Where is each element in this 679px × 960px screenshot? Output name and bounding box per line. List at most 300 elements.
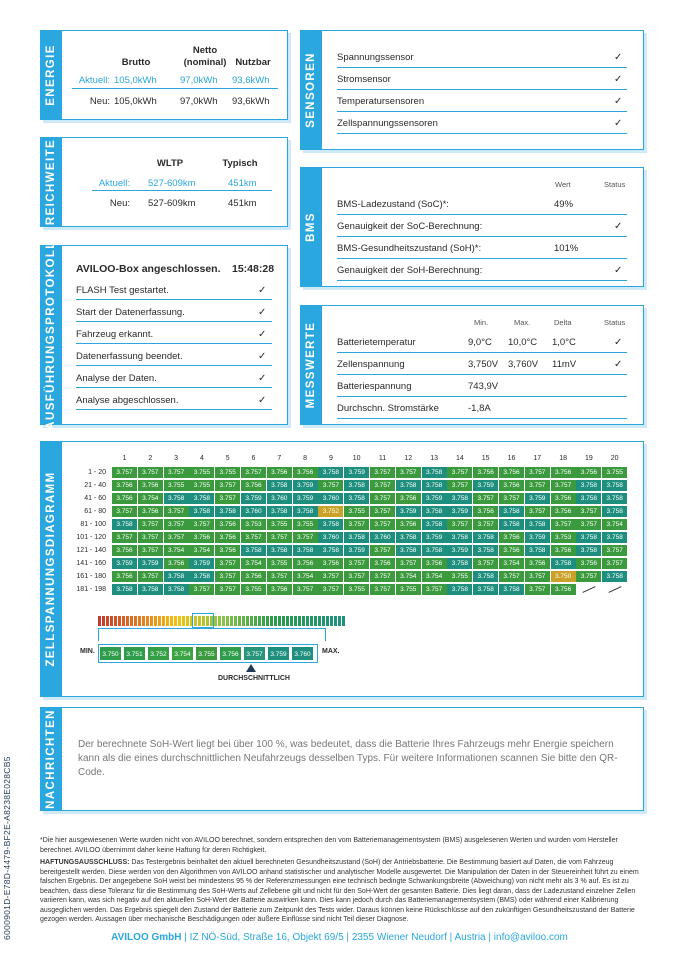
cell-voltage: 3.759: [473, 480, 498, 491]
cell-voltage: 3.756: [551, 545, 576, 556]
nachrichten-panel: [40, 707, 644, 811]
messwert-label: Zellenspannung: [337, 359, 405, 370]
cell-voltage: 3.756: [241, 571, 266, 582]
cell-voltage: 3.757: [344, 519, 369, 530]
bms-tab: [300, 168, 322, 286]
cell-voltage: 3.758: [164, 571, 189, 582]
cell-voltage: 3.758: [241, 545, 266, 556]
cell-voltage: 3.756: [112, 493, 137, 504]
messwert-delta: 1,0°C: [552, 337, 576, 348]
footer-sep: |: [449, 932, 453, 943]
cell-voltage: 3.757: [370, 584, 395, 595]
grid-row-header: 121 - 140: [76, 547, 106, 554]
protokoll-time: 15:48:28: [232, 263, 275, 275]
cell-voltage: 3.754: [602, 519, 627, 530]
grid-row-header: 141 - 160: [76, 560, 106, 567]
cell-voltage: 3.757: [318, 571, 343, 582]
cell-voltage: 3.757: [267, 571, 292, 582]
zell-panel: [40, 441, 644, 697]
cell-voltage: 3.754: [241, 558, 266, 569]
cell-voltage: 3.755: [189, 480, 214, 491]
bms-label: Genauigkeit der SoH-Berechnung:: [337, 265, 483, 276]
row-label: Neu:: [89, 96, 110, 107]
bms-label: BMS-Gesundheitszustand (SoH)*:: [337, 243, 482, 254]
cell-voltage: 3.758: [473, 545, 498, 556]
grid-col-header: 2: [148, 455, 153, 462]
cell-voltage: 3.758: [525, 545, 550, 556]
cell-voltage: 3.758: [447, 584, 472, 595]
protokoll-item: Datenerfassung beendet.: [76, 351, 183, 362]
messwert-min: -1,8A: [468, 403, 491, 414]
cell-voltage: 3.757: [138, 545, 163, 556]
cell-voltage: 3.757: [525, 480, 550, 491]
check-icon: ✓: [614, 96, 623, 107]
protokoll-item: Start der Datenerfassung.: [76, 307, 185, 318]
cell-voltage: 3.757: [164, 519, 189, 530]
cell-voltage: 3.758: [499, 584, 524, 595]
cell-voltage: 3.757: [370, 545, 395, 556]
messwerte-title: MESSWERTE: [305, 321, 317, 409]
divider: [76, 321, 272, 322]
cell-voltage: 3.758: [344, 532, 369, 543]
cell-voltage: 3.758: [422, 545, 447, 556]
cell-voltage: 3.758: [293, 545, 318, 556]
cell-voltage: 3.759: [396, 506, 421, 517]
cell-voltage: 3.757: [370, 571, 395, 582]
messwert-min: 3,750V: [468, 359, 499, 370]
check-icon: ✓: [614, 265, 623, 276]
reichweite-title: REICHWEITE: [45, 138, 57, 226]
max-label: MAX.: [322, 648, 340, 655]
footer-email[interactable]: info@aviloo.com: [493, 932, 568, 943]
cell-voltage: 3.757: [138, 519, 163, 530]
divider: [337, 236, 627, 237]
cell-voltage: 3.757: [370, 480, 395, 491]
cell-voltage: 3.757: [318, 480, 343, 491]
check-icon: ✓: [258, 307, 267, 318]
cell-voltage: 3.756: [138, 480, 163, 491]
messwert-label: Batterietemperatur: [337, 337, 416, 348]
cell-voltage: 3.757: [370, 506, 395, 517]
protokoll-item: Analyse der Daten.: [76, 373, 157, 384]
scale-cell: 3.759: [267, 646, 290, 661]
cell-voltage: 3.758: [602, 493, 627, 504]
cell-voltage: 3.757: [215, 558, 240, 569]
cell-voltage: 3.759: [293, 493, 318, 504]
divider: [337, 89, 627, 90]
value-nutzbar: 93,6kWh: [232, 96, 270, 107]
cell-voltage: 3.759: [344, 467, 369, 478]
scale-cell: 3.760: [291, 646, 314, 661]
cell-voltage: 3.758: [215, 506, 240, 517]
cell-voltage: 3.760: [241, 506, 266, 517]
scale-cell: 3.756: [219, 646, 242, 661]
cell-voltage: 3.758: [293, 506, 318, 517]
cell-voltage: 3.757: [241, 467, 266, 478]
cell-voltage: 3.755: [215, 467, 240, 478]
scale-cell: 3.752: [147, 646, 170, 661]
col-status: Status: [604, 318, 626, 327]
cell-voltage: 3.758: [344, 493, 369, 504]
cell-voltage: 3.757: [318, 584, 343, 595]
cell-voltage: 3.758: [473, 532, 498, 543]
bms-title: BMS: [305, 212, 317, 242]
cell-voltage: 3.756: [215, 519, 240, 530]
nachrichten-tab: [40, 708, 62, 810]
gradient-highlight: [192, 613, 214, 628]
grid-col-header: 14: [455, 455, 464, 462]
cell-voltage: 3.757: [576, 519, 601, 530]
sensor-label: Spannungssensor: [337, 52, 414, 63]
grid-col-header: 3: [174, 455, 179, 462]
cell-voltage: 3.755: [241, 584, 266, 595]
zell-title: ZELLSPANNUNGSDIAGRAMM: [45, 471, 57, 667]
cell-voltage: 3.757: [164, 467, 189, 478]
messwerte-tab: [300, 306, 322, 424]
cell-voltage: 3.757: [551, 519, 576, 530]
cell-voltage: 3.756: [551, 506, 576, 517]
cell-voltage: 3.757: [293, 584, 318, 595]
cell-voltage: 3.754: [138, 493, 163, 504]
cell-voltage: 3.752: [318, 506, 343, 517]
cell-voltage: 3.757: [525, 584, 550, 595]
messwert-label: Batteriespannung: [337, 381, 412, 392]
cell-voltage: 3.756: [525, 558, 550, 569]
protokoll-panel: [40, 240, 288, 430]
cell-voltage: 3.756: [551, 467, 576, 478]
value-typisch: 451km: [228, 178, 257, 189]
cell-voltage: 3.758: [138, 584, 163, 595]
col-netto: Netto: [192, 45, 218, 56]
cell-voltage: 3.757: [499, 571, 524, 582]
protokoll-title: AUSFÜHRUNGSPROTOKOLL: [45, 240, 57, 430]
protokoll-item: FLASH Test gestartet.: [76, 285, 169, 296]
scale-frame: [98, 644, 318, 663]
cell-voltage: 3.758: [499, 506, 524, 517]
check-icon: ✓: [614, 118, 623, 129]
cell-voltage: 3.756: [551, 493, 576, 504]
sensoren-tab: [300, 31, 322, 149]
cell-voltage: 3.757: [215, 584, 240, 595]
cell-voltage: 3.755: [602, 467, 627, 478]
cell-voltage: 3.756: [112, 480, 137, 491]
energie-title: ENERGIE: [45, 44, 57, 106]
value-nutzbar: 93,6kWh: [232, 75, 270, 86]
cell-voltage: 3.754: [422, 571, 447, 582]
cell-voltage: 3.753: [551, 532, 576, 543]
cell-voltage: 3.757: [499, 493, 524, 504]
cell-voltage: 3.757: [189, 584, 214, 595]
col-wert: Wert: [555, 180, 571, 189]
grid-row-header: 181 - 198: [76, 586, 106, 593]
cell-voltage: 3.759: [293, 480, 318, 491]
cell-voltage: 3.757: [473, 493, 498, 504]
grid-col-header: 8: [303, 455, 308, 462]
col-nutzbar: Nutzbar: [235, 57, 271, 68]
grid-col-header: 7: [277, 455, 282, 462]
cell-voltage: 3.759: [422, 493, 447, 504]
cell-voltage: 3.759: [525, 493, 550, 504]
scale-cell: 3.754: [171, 646, 194, 661]
divider: [337, 133, 627, 134]
cell-voltage: 3.754: [499, 558, 524, 569]
cell-voltage: 3.758: [499, 519, 524, 530]
value-typisch: 451km: [228, 198, 257, 209]
cell-voltage: 3.758: [164, 493, 189, 504]
cell-voltage: 3.758: [267, 545, 292, 556]
grid-row-header: 101 - 120: [76, 534, 106, 541]
cell-voltage: 3.756: [293, 467, 318, 478]
check-icon: ✓: [614, 52, 623, 63]
cell-voltage: 3.759: [138, 558, 163, 569]
sensor-label: Stromsensor: [337, 74, 391, 85]
average-label: DURCHSCHNITTLICH: [218, 675, 290, 682]
col-brutto: Brutto: [121, 57, 151, 68]
cell-voltage: 3.758: [396, 480, 421, 491]
cell-voltage: 3.760: [370, 532, 395, 543]
grid-row-header: 1 - 20: [88, 469, 106, 476]
cell-voltage: 3.757: [112, 532, 137, 543]
cell-voltage: 3.757: [164, 506, 189, 517]
cell-voltage: 3.755: [293, 519, 318, 530]
cell-voltage: 3.759: [447, 506, 472, 517]
cell-voltage: 3.757: [525, 467, 550, 478]
cell-voltage: 3.758: [422, 480, 447, 491]
cell-voltage: 3.758: [422, 506, 447, 517]
cell-voltage: 3.753: [241, 519, 266, 530]
divider: [337, 280, 627, 281]
reichweite-panel: [40, 137, 288, 227]
check-icon: ✓: [614, 221, 623, 232]
cell-voltage: 3.756: [241, 480, 266, 491]
cell-voltage: 3.758: [318, 519, 343, 530]
cell-voltage: 3.757: [551, 480, 576, 491]
cell-voltage: 3.758: [447, 493, 472, 504]
cell-voltage: 3.757: [396, 467, 421, 478]
bms-value: 101%: [554, 243, 579, 254]
cell-voltage: 3.755: [344, 506, 369, 517]
grid-col-header: 12: [404, 455, 413, 462]
cell-voltage: 3.758: [422, 467, 447, 478]
cell-voltage: 3.758: [189, 493, 214, 504]
voltage-gradient: [98, 616, 346, 626]
row-label: Aktuell:: [78, 75, 110, 86]
cell-voltage: 3.758: [602, 532, 627, 543]
grid-row-header: 61 - 80: [84, 508, 106, 515]
cell-voltage: 3.758: [602, 571, 627, 582]
grid-col-header: 11: [378, 455, 387, 462]
cell-voltage: 3.757: [138, 532, 163, 543]
cell-voltage: 3.755: [189, 467, 214, 478]
cell-voltage: 3.758: [602, 480, 627, 491]
zell-tab: [40, 442, 62, 696]
check-icon: ✓: [258, 395, 267, 406]
divider: [76, 299, 272, 300]
cell-voltage: 3.758: [396, 545, 421, 556]
check-icon: ✓: [614, 337, 623, 348]
cell-voltage: 3.758: [164, 584, 189, 595]
scale-cell: 3.750: [99, 646, 122, 661]
check-icon: ✓: [258, 329, 267, 340]
cell-voltage: 3.750: [551, 571, 576, 582]
cell-voltage: 3.757: [396, 558, 421, 569]
cell-voltage: 3.757: [447, 480, 472, 491]
messwert-max: 3,760V: [508, 359, 539, 370]
cell-voltage: 3.757: [473, 558, 498, 569]
cell-voltage: 3.757: [267, 532, 292, 543]
bms-value: 49%: [554, 199, 574, 210]
cell-voltage: 3.757: [112, 506, 137, 517]
cell-voltage: 3.754: [189, 545, 214, 556]
cell-voltage: 3.756: [499, 532, 524, 543]
divider: [337, 67, 627, 68]
cell-voltage: 3.757: [215, 493, 240, 504]
divider: [76, 409, 272, 410]
cell-voltage: 3.756: [576, 558, 601, 569]
cell-voltage: 3.757: [473, 519, 498, 530]
cell-voltage: 3.754: [396, 571, 421, 582]
empty-cell-mark: [583, 586, 596, 593]
sensor-label: Zellspannungssensoren: [337, 118, 438, 129]
cell-voltage: 3.757: [602, 558, 627, 569]
messwert-min: 9,0°C: [468, 337, 492, 348]
cell-voltage: 3.756: [473, 506, 498, 517]
cell-voltage: 3.760: [267, 493, 292, 504]
cell-voltage: 3.759: [447, 545, 472, 556]
cell-voltage: 3.757: [447, 467, 472, 478]
cell-voltage: 3.758: [473, 584, 498, 595]
divider: [337, 374, 627, 375]
cell-voltage: 3.758: [525, 519, 550, 530]
row-label: Aktuell:: [98, 178, 130, 189]
grid-col-header: 16: [507, 455, 516, 462]
scale-cell: 3.755: [195, 646, 218, 661]
cell-voltage: 3.756: [267, 584, 292, 595]
cell-voltage: 3.758: [473, 571, 498, 582]
cell-voltage: 3.757: [370, 493, 395, 504]
cell-voltage: 3.757: [138, 571, 163, 582]
footer-company: AVILOO GmbH: [111, 932, 182, 943]
col-status: Status: [604, 180, 626, 189]
cell-voltage: 3.757: [189, 519, 214, 530]
energie-tab: [40, 31, 62, 119]
cell-voltage: 3.758: [422, 519, 447, 530]
cell-voltage: 3.757: [447, 519, 472, 530]
col-max: Max.: [514, 318, 531, 327]
bms-label: Genauigkeit der SoC-Berechnung:: [337, 221, 483, 232]
cell-voltage: 3.755: [267, 558, 292, 569]
cell-voltage: 3.757: [138, 467, 163, 478]
divider: [337, 396, 627, 397]
grid-row-header: 161 - 180: [76, 573, 106, 580]
cell-voltage: 3.756: [267, 467, 292, 478]
cell-voltage: 3.757: [293, 532, 318, 543]
grid-col-header: 19: [584, 455, 593, 462]
cell-voltage: 3.758: [551, 558, 576, 569]
cell-voltage: 3.757: [164, 532, 189, 543]
cell-voltage: 3.758: [396, 532, 421, 543]
cell-voltage: 3.759: [241, 493, 266, 504]
col-netto-nominal: (nominal): [183, 57, 227, 68]
protokoll-item: Fahrzeug erkannt.: [76, 329, 154, 340]
check-icon: ✓: [614, 74, 623, 85]
grid-col-header: 17: [533, 455, 542, 462]
divider: [92, 190, 272, 191]
divider: [76, 387, 272, 388]
check-icon: ✓: [258, 351, 267, 362]
cell-voltage: 3.759: [422, 532, 447, 543]
cell-voltage: 3.757: [370, 467, 395, 478]
cell-voltage: 3.758: [576, 532, 601, 543]
cell-voltage: 3.760: [318, 493, 343, 504]
cell-voltage: 3.758: [576, 493, 601, 504]
cell-voltage: 3.758: [447, 532, 472, 543]
messwerte-panel: [300, 305, 644, 425]
sensoren-title: SENSOREN: [305, 52, 317, 128]
divider: [76, 365, 272, 366]
cell-voltage: 3.757: [112, 467, 137, 478]
cell-voltage: 3.757: [602, 545, 627, 556]
cell-voltage: 3.756: [112, 545, 137, 556]
cell-voltage: 3.755: [447, 571, 472, 582]
reichweite-tab: [40, 138, 62, 226]
cell-voltage: 3.757: [422, 584, 447, 595]
grid-col-header: 4: [199, 455, 204, 462]
col-min: Min.: [474, 318, 489, 327]
cell-voltage: 3.757: [344, 571, 369, 582]
cell-voltage: 3.757: [576, 506, 601, 517]
footer-city: 2355 Wiener Neudorf: [351, 932, 447, 943]
grid-col-header: 15: [481, 455, 490, 462]
cell-voltage: 3.756: [396, 493, 421, 504]
cell-voltage: 3.757: [525, 506, 550, 517]
value-wltp: 527-609km: [148, 198, 196, 209]
value-netto: 97,0kWh: [180, 96, 218, 107]
footnote-bms: *Die hier ausgewiesenen Werte wurden nicht von AVILOO berechnet, sondern entsprechen den vom Batteriemanagementsystem (BMS) ausgelesenen Werten und wurden vom Hersteller berechnet. AVILOO übernimmt daher keine Haftung für deren Richtigkeit.: [40, 837, 618, 854]
haftung-label: HAFTUNGSAUSSCHLUSS:: [40, 859, 130, 866]
cell-voltage: 3.756: [215, 532, 240, 543]
divider: [337, 418, 627, 419]
cell-voltage: 3.756: [499, 480, 524, 491]
cell-voltage: 3.756: [215, 545, 240, 556]
grid-col-header: 18: [559, 455, 567, 462]
cell-voltage: 3.756: [318, 558, 343, 569]
sensoren-panel: [300, 30, 644, 150]
cell-voltage: 3.756: [293, 558, 318, 569]
cell-voltage: 3.760: [318, 532, 343, 543]
cell-voltage: 3.759: [189, 558, 214, 569]
grid-row-header: 21 - 40: [84, 482, 106, 489]
cell-voltage: 3.755: [396, 584, 421, 595]
cell-voltage: 3.757: [215, 480, 240, 491]
scale-cell: 3.757: [243, 646, 266, 661]
footer-address: IZ NÖ-Süd, Straße 16, Objekt 69/5: [189, 932, 344, 943]
energie-panel: [40, 30, 288, 120]
footer-sep: |: [346, 932, 350, 943]
min-label: MIN.: [80, 648, 95, 655]
footnote-haftung: [40, 858, 646, 925]
value-brutto: 105,0kWh: [114, 75, 157, 86]
cell-voltage: 3.756: [138, 506, 163, 517]
cell-voltage: 3.755: [164, 480, 189, 491]
grid-col-header: 20: [610, 455, 619, 462]
sensor-label: Temperatursensoren: [337, 96, 425, 107]
footer-country: Austria: [454, 932, 486, 943]
cell-voltage: 3.758: [576, 545, 601, 556]
cell-voltage: 3.758: [267, 506, 292, 517]
cell-voltage: 3.758: [602, 506, 627, 517]
messwert-label: Durchschn. Stromstärke: [337, 403, 439, 414]
